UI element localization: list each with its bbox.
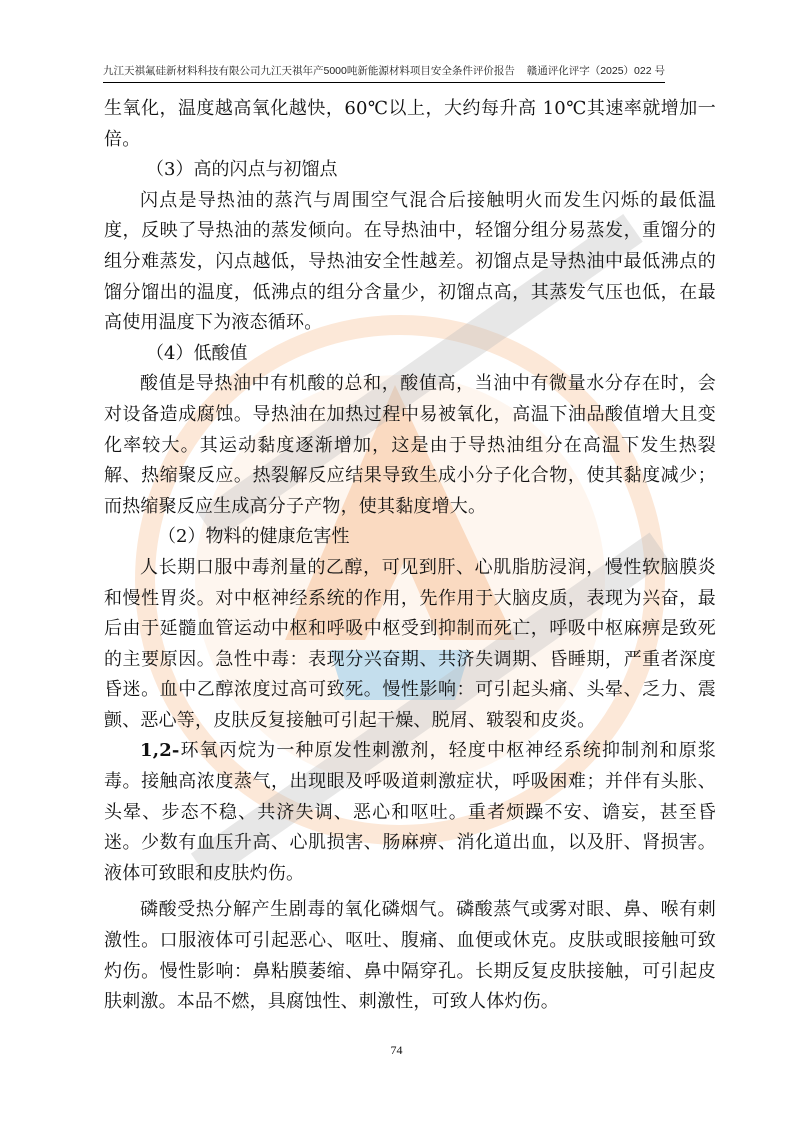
- paragraph-acid-value: 酸值是导热油中有机酸的总和，酸值高，当油中有微量水分存在时，会对设备造成腐蚀。导热油在加热过程中易被氧化，高温下油品酸值增大且变化率较大。其运动黏度逐渐增加，这是由于导热油组分在高温下发生热裂解、热缩聚反应。热裂解反应结果导致生成小分子化合物，使其黏度减少；而热缩聚反应生成高分子产物，使其黏度增大。: [104, 373, 716, 517]
- paragraph-epoxypropane-text: 环氧丙烷为一种原发性刺激剂，轻度中枢神经系统抑制剂和原浆毒。接触高浓度蒸气，出现眼及呼吸道刺激症状，呼吸困难；并伴有头胀、头晕、步态不稳、共济失调、恶心和呕吐。重者烦躁不安、谵妄，甚至昏迷。少数有血压升高、心肌损害、肠麻痹、消化道出血，以及肝、肾损害。液体可致眼和皮肤灼伤。: [104, 740, 716, 884]
- paragraph-flash-point: 闪点是导热油的蒸汽与周围空气混合后接触明火而发生闪烁的最低温度，反映了导热油的蒸发倾向。在导热油中，轻馏分组分易蒸发，重馏分的组分难蒸发，闪点越低，导热油安全性越差。初馏点是导热油中最低沸点的馏分馏出的温度，低沸点的组分含量少，初馏点高，其蒸发气压也低，在最高使用温度下为液态循环。: [104, 189, 716, 334]
- heading-flash-point: （3）高的闪点与初馏点: [146, 159, 338, 181]
- page-header: [103, 62, 665, 83]
- paragraph-phosphoric-acid: 磷酸受热分解产生剧毒的氧化磷烟气。磷酸蒸气或雾对眼、鼻、喉有刺激性。口服液体可引起恶心、呕吐、腹痛、血便或休克。皮肤或眼接触可致灼伤。慢性影响：鼻粘膜萎缩、鼻中隔穿孔。长期反复皮肤接触，可引起皮肤刺激。本品不燃，具腐蚀性、刺激性，可致人体灼伤。: [104, 899, 716, 1013]
- chemical-prefix: 1,2-: [140, 740, 180, 762]
- paragraph-oxidation-continued: 生氧化，温度越高氧化越快，60℃以上，大约每升高 10℃其速率就增加一倍。: [104, 98, 716, 150]
- heading-health-hazard: （2）物料的健康危害性: [158, 526, 350, 548]
- document-body: [104, 94, 716, 1018]
- page-number: 74: [390, 1043, 403, 1057]
- header-report-title: 九江天祺氟硅新材料科技有限公司九江天祺年产5000吨新能源材料项目安全条件评价报告: [103, 65, 515, 77]
- paragraph-ethanol: 人长期口服中毒剂量的乙醇，可见到肝、心肌脂肪浸润，慢性软脑膜炎和慢性胃炎。对中枢神经系统的作用，先作用于大脑皮质，表现为兴奋，最后由于延髓血管运动中枢和呼吸中枢受到抑制而死亡，呼吸中枢麻痹是致死的主要原因。急性中毒：表现分兴奋期、共济失调期、昏睡期，严重者深度昏迷。血中乙醇浓度过高可致死。慢性影响：可引起头痛、头晕、乏力、震颤、恶心等，皮肤反复接触可引起干燥、脱屑、皲裂和皮炎。: [104, 556, 716, 731]
- heading-low-acid: （4）低酸值: [146, 342, 248, 364]
- header-report-number: 赣通评化评字（2025）022 号: [526, 65, 665, 77]
- paragraph-epoxypropane: [104, 736, 716, 889]
